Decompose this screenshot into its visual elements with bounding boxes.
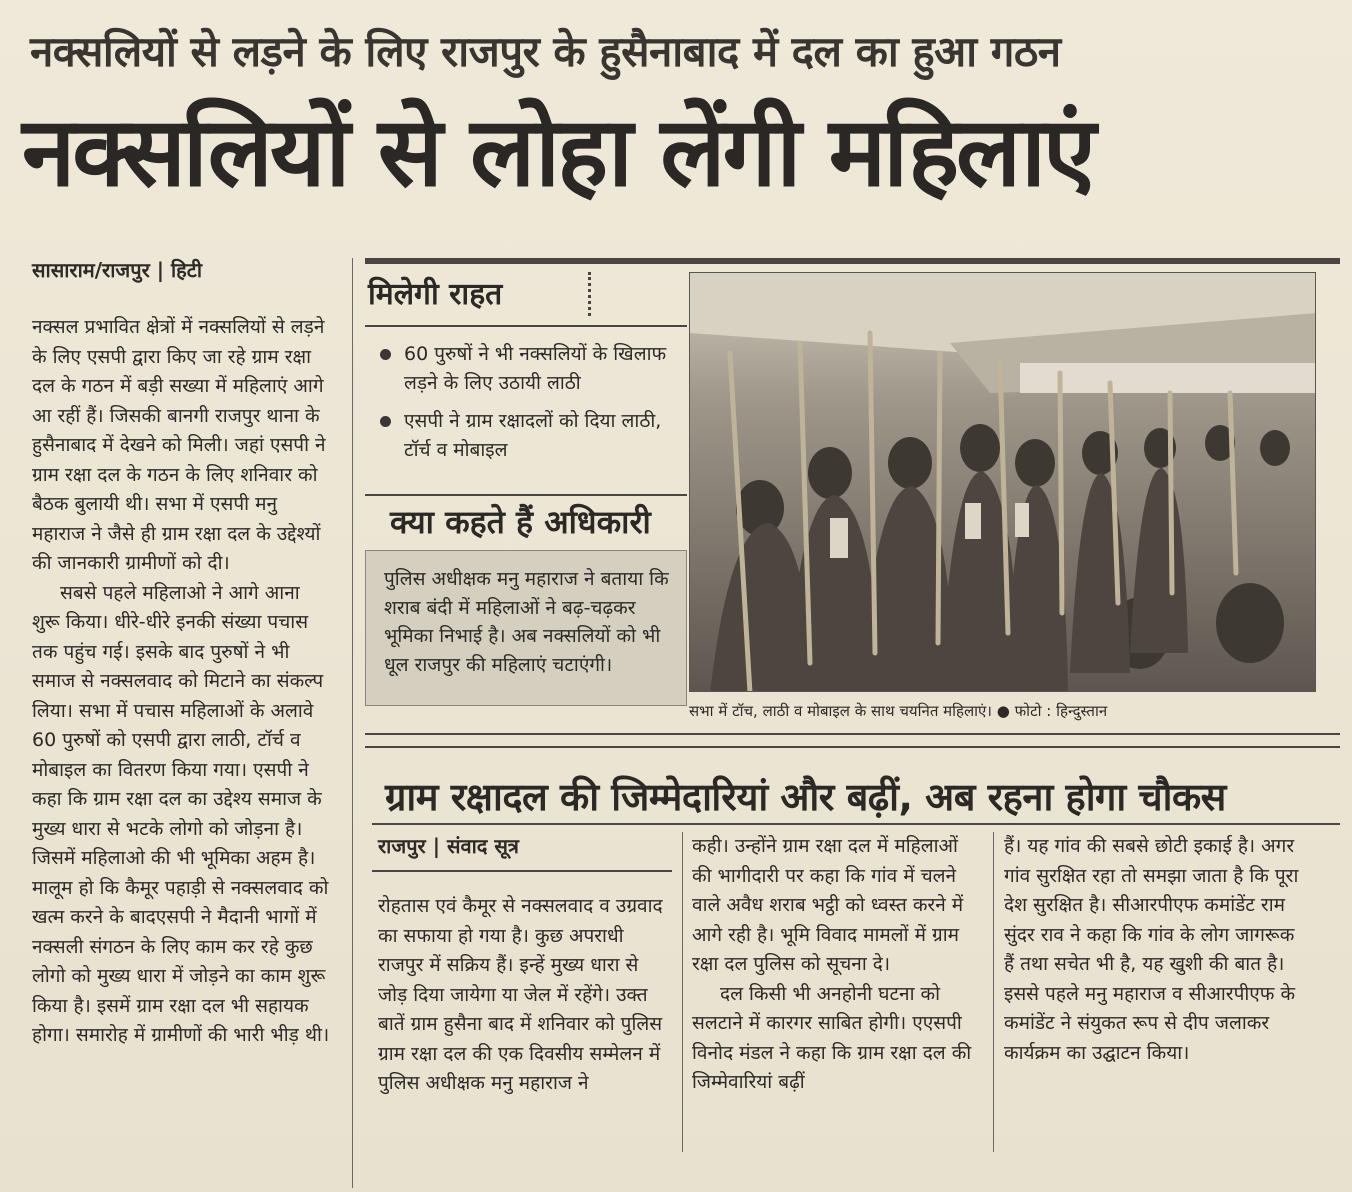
main-headline: नक्सलियों से लोहा लेंगी महिलाएं (22, 96, 1094, 208)
relief-item-text: एसपी ने ग्राम रक्षादलों को दिया लाठी, टॉर्च व मोबाइल (404, 410, 662, 461)
officials-box-title: क्या कहते हैं अधिकारी (390, 503, 651, 541)
section-rule (365, 733, 1340, 735)
relief-item (378, 407, 678, 464)
column-divider (993, 832, 994, 1152)
second-story-column-1 (378, 892, 668, 1099)
headline-rule (372, 823, 1340, 825)
second-story-paragraph: दल किसी भी अनहोनी घटना को सलटाने में कारगर साबित होगी। एएसपी विनोद मंडल ने कहा कि ग्राम रक्षा दल की जिम्मेवारियां बढ़ीं (692, 982, 972, 1093)
top-rule (365, 258, 1340, 264)
column-divider (352, 258, 353, 1188)
photo-caption: सभा में टॉच, लाठी व मोबाइल के साथ चयनित महिलाएं। ● फोटो : हिन्दुस्तान (689, 702, 1108, 720)
box-divider (365, 494, 687, 496)
second-story-headline: ग्राम रक्षादल की जिम्मेदारियां और बढ़ीं, अब रहना होगा चौकस (385, 775, 1226, 819)
news-photo (689, 272, 1316, 692)
photo-illustration (690, 273, 1316, 692)
second-story-paragraph: रोहतास एवं कैमूर से नक्सलवाद व उग्रवाद का सफाया हो गया है। कुछ अपराधी राजपुर में सक्रिय हैं। इन्हें मुख्य धारा से जोड़ दिया जायेगा या जेल में रहेंगे। उक्त बातें ग्राम हुसैना बाद में शनिवार को पुलिस ग्राम रक्षा दल की एक दिवसीय सम्मेलन में पुलिस अधीक्षक मनु महाराज ने (378, 895, 663, 1094)
second-story-column-2 (692, 832, 982, 1098)
relief-list (378, 340, 678, 474)
bullet-icon (380, 349, 391, 360)
second-story-paragraph: कही। उन्होंने ग्राम रक्षा दल में महिलाओं की भागीदारी पर कहा कि गांव में चलने वाले अवैध शराब भट्ठी को ध्वस्त करने में आगे रही है। भूमि विवाद मामलों में ग्राम रक्षा दल पुलिस को सूचना दे। (692, 835, 964, 975)
dateline: सासाराम/राजपुर | हिटी (32, 258, 203, 282)
main-story-paragraph-2: सबसे पहले महिलाओ ने आगे आना शुरू किया। धीरे-धीरे इनकी संख्या पचास तक पहुंच गई। इसके बाद पुरुषों ने भी समाज से नक्सलवाद को मिटाने का संकल्प लिया। सभा में पचास महिलाओं के अलावे 60 पुरुषों को एसपी द्वारा लाठी, टॉर्च व मोबाइल का वितरण किया गया। एसपी ने कहा कि ग्राम रक्षा दल का उद्देश्य समाज के मुख्य धारा से भटके लोगो को जोड़ना है। जिसमें महिलाओ की भी भूमिका अहम है। मालूम हो कि कैमूर पहाड़ी से नक्सलवाद को खत्म करने के बादएसपी ने मैदानी भागों में नक्सली संगठन के लिए काम कर रहे कुछ लोगो को मुख्य धारा में जोड़ने का काम शुरू किया है। इसमें ग्राम रक्षा दल भी सहायक होगा। समारोह में ग्रामीणों की भारी भीड़ थी। (32, 581, 330, 1046)
column-divider (682, 832, 683, 1152)
second-story-dateline: राजपुर | संवाद सूत्र (378, 834, 519, 858)
relief-title-rule (365, 325, 687, 327)
bullet-icon (380, 416, 391, 427)
second-story-paragraph: हैं। यह गांव की सबसे छोटी इकाई है। अगर गांव सुरक्षित रहा तो समझा जाता है कि पूरा देश सुरक्षित है। सीआरपीएफ कमांडेंट राम सुंदर राव ने कहा कि गांव के लोग जागरूक हैं तथा सचेत भी है, यह खुशी की बात है। इससे पहले मनु महाराज व सीआरपीएफ के कमांडेंट ने संयुकत रूप से दीप जलाकर कार्यक्रम का उद्घाटन किया। (1004, 835, 1299, 1064)
relief-item (378, 340, 678, 397)
kicker-headline: नक्सलियों से लड़ने के लिए राजपुर के हुसैनाबाद में दल का हुआ गठन (30, 27, 1061, 76)
section-rule (365, 746, 1340, 748)
relief-box-title: मिलेगी राहत (368, 272, 591, 316)
main-story-column (32, 313, 332, 1051)
officials-quote: पुलिस अधीक्षक मनु महाराज ने बताया कि शराब बंदी में महिलाओं ने बढ़-चढ़कर भूमिका निभाई है। अब नक्सलियों को भी धूल राजपुर की महिलाएं चटाएंगी। (384, 568, 669, 676)
second-story-column-3 (1004, 832, 1304, 1068)
main-story-paragraph-1: नक्सल प्रभावित क्षेत्रों में नक्सलियों से लड़ने के लिए एसपी द्वारा किए जा रहे ग्राम रक्षा दल के गठन में बड़ी सख्या में महिलाएं आगे आ रहीं हैं। जिसकी बानगी राजपुर थाना के हुसैनाबाद में देखने को मिली। जहां एसपी ने ग्राम रक्षा दल के गठन के लिए शनिवार को बैठक बुलायी थी। सभा में एसपी मनु महाराज ने जैसे ही ग्राम रक्षा दल के उद्देश्यों की जानकारी ग्रामीणों को दी। (32, 316, 326, 574)
relief-item-text: 60 पुरुषों ने भी नक्सलियों के खिलाफ लड़ने के लिए उठायी लाठी (404, 343, 667, 394)
dateline-rule (372, 870, 672, 872)
